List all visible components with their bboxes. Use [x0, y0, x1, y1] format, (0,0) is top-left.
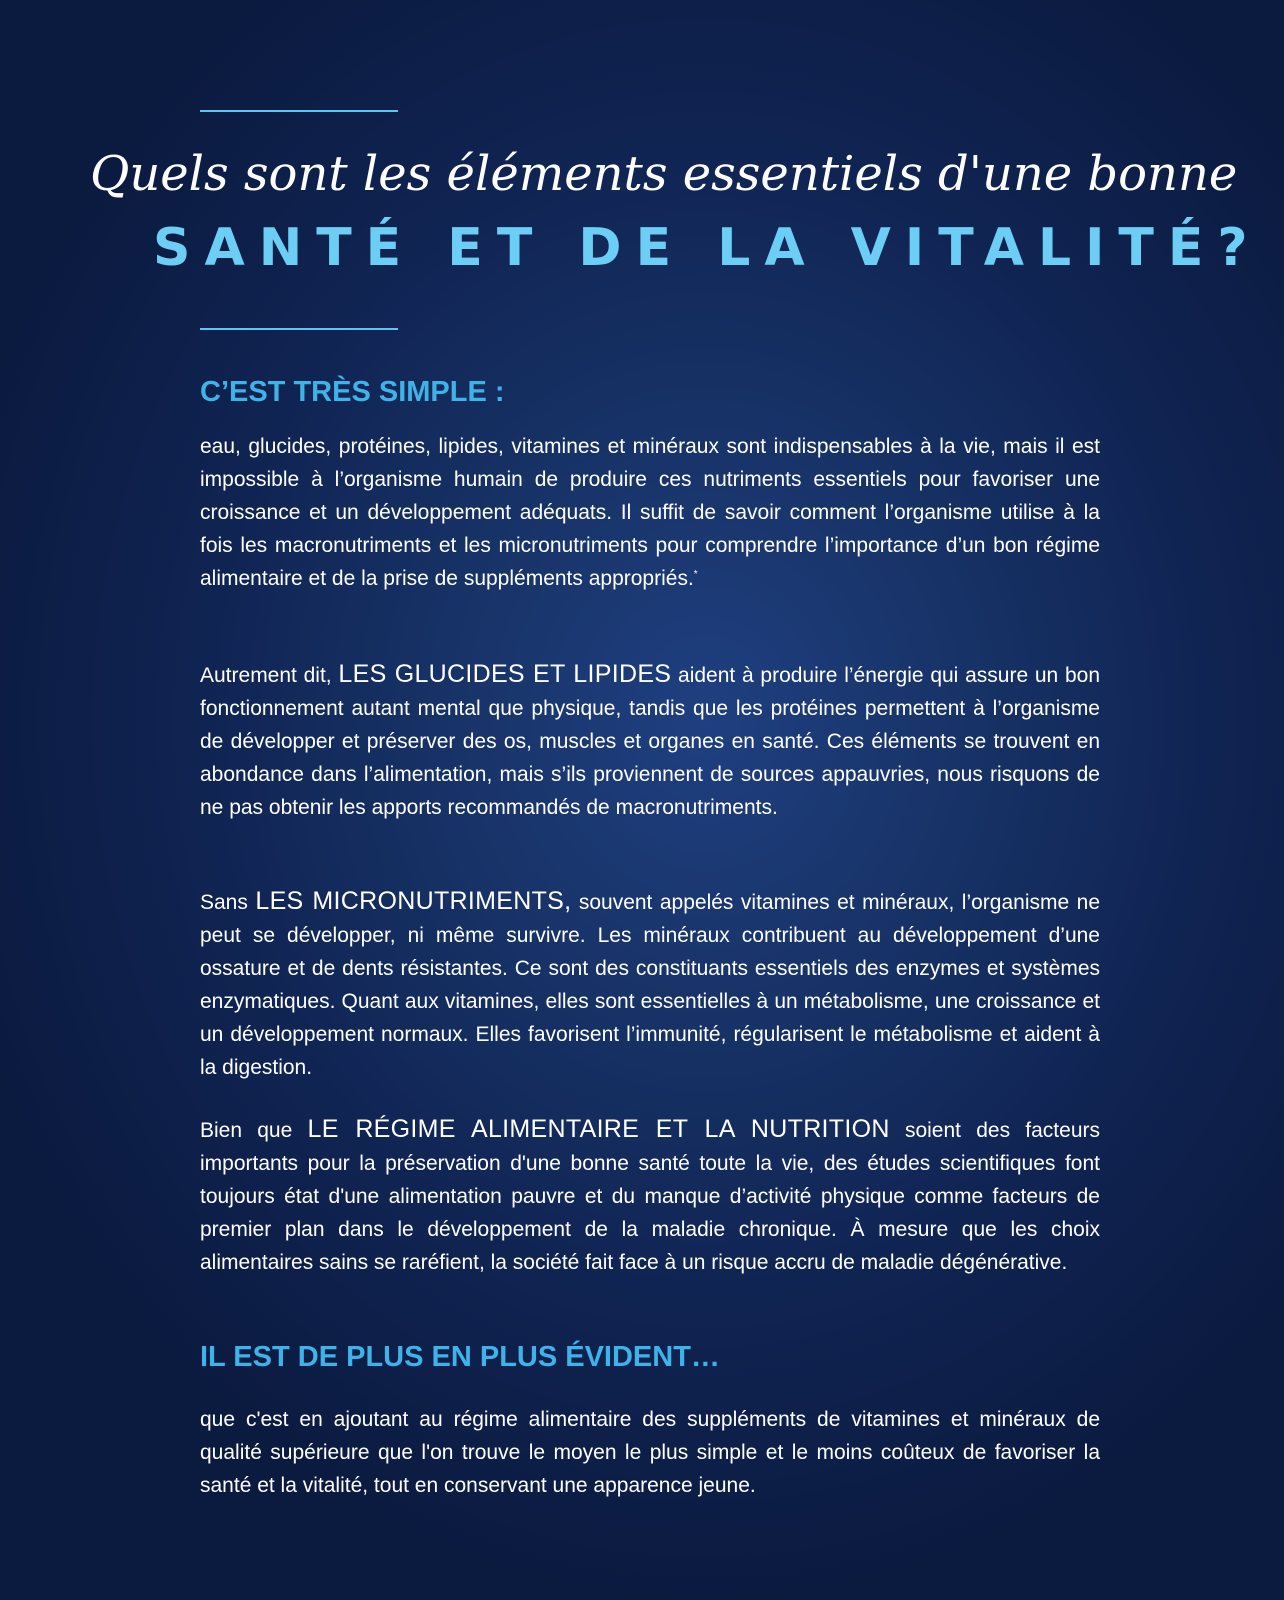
emphasis-regime-nutrition: LE RÉGIME ALIMENTAIRE ET LA NUTRITION — [307, 1115, 890, 1143]
emphasis-glucides-lipides: LES GLUCIDES ET LIPIDES — [338, 660, 672, 688]
paragraph-micronutriments — [200, 885, 1100, 1084]
paragraph-text-end: souvent appelés vitamines et minéraux, l’organisme ne peut se développer, ni même survivre. Les minéraux contribuent au développement d’une ossature et de dents résistantes. Ce sont des constituants essentiels des enzymes et systèmes enzymatiques. Quant aux vitamines, elles sont essentielles à un métabolisme, une croissance et un développement normaux. Elles favorisent l’immunité, régularisent le métabolisme et aident à la digestion. — [200, 891, 1100, 1079]
page-title-line1: Quels sont les éléments essentiels d'une bonne — [90, 146, 1238, 202]
top-divider-rule — [200, 110, 398, 112]
paragraph-text-end: soient des facteurs importants pour la préservation d'une bonne santé toute la vie, des études scientifiques font toujours état d'une alimentation pauvre et du manque d’activité physique comme facteurs de premier plan dans le développement de la maladie chronique. À mesure que les choix alimentaires sains se raréfient, la société fait face à un risque accru de maladie dégénérative. — [200, 1119, 1100, 1274]
page-title-line2: SANTÉ ET DE LA VITALITÉ? — [153, 218, 1262, 278]
paragraph-text-start: Bien que — [200, 1119, 308, 1142]
paragraph-text-start: Sans — [200, 891, 256, 914]
footnote-mark: * — [693, 569, 698, 580]
bottom-divider-rule — [200, 328, 398, 330]
paragraph-text-start: Autrement dit, — [200, 664, 339, 687]
paragraph-nutrients-text: eau, glucides, protéines, lipides, vitamines et minéraux sont indispensables à la vie, mais il est impossible à l’organisme humain de produire ces nutriments essentiels pour favoriser une croissance et un développement adéquats. Il suffit de savoir comment l’organisme utilise à la fois les macronutriments et les micronutriments pour comprendre l’importance d’un bon régime alimentaire et de la prise de suppléments appropriés. — [200, 435, 1100, 590]
section-heading-simple: C’EST TRÈS SIMPLE : — [200, 376, 505, 408]
paragraph-nutrients — [200, 430, 1100, 595]
emphasis-micronutriments: LES MICRONUTRIMENTS, — [255, 887, 572, 915]
paragraph-glucides-lipides — [200, 658, 1100, 824]
paragraph-regime-nutrition — [200, 1113, 1100, 1279]
section-heading-evident: IL EST DE PLUS EN PLUS ÉVIDENT… — [200, 1341, 720, 1373]
paragraph-supplements: que c'est en ajoutant au régime alimentaire des suppléments de vitamines et minéraux de qualité supérieure que l'on trouve le moyen le plus simple et le moins coûteux de favoriser la santé et la vitalité, tout en conservant une apparence jeune. — [200, 1408, 1100, 1497]
paragraph-text-end: aident à produire l’énergie qui assure un bon fonctionnement autant mental que physique, tandis que les protéines permettent à l’organisme de développer et préserver des os, muscles et organes en santé. Ces éléments se trouvent en abondance dans l’alimentation, mais s’ils proviennent de sources appauvries, nous risquons de ne pas obtenir les apports recommandés de macronutriments. — [200, 664, 1100, 819]
